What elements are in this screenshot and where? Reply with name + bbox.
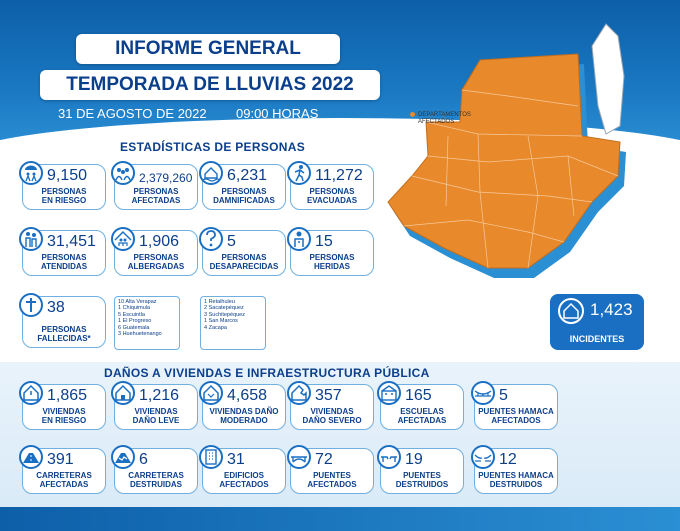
house-light-damage-icon: [111, 381, 135, 405]
stat-card: 38 PERSONAS FALLECIDAS*: [22, 296, 106, 348]
stat-card: 5 PERSONAS DESAPARECIDAS: [202, 230, 286, 276]
people-section-title: ESTADÍSTICAS DE PERSONAS: [120, 140, 306, 154]
stat-value: 31,451: [47, 233, 96, 250]
stat-card: 72 PUENTES AFECTADOS: [290, 448, 374, 494]
incidents-card: [550, 294, 644, 350]
stat-card: 391 CARRETERAS AFECTADAS: [22, 448, 106, 494]
stat-value: 38: [47, 299, 65, 316]
stat-value: 391: [47, 451, 74, 468]
map-svg: [368, 6, 680, 306]
stat-card: 31,451 PERSONAS ATENDIDAS: [22, 230, 106, 276]
report-subtitle: TEMPORADA DE LLUVIAS 2022: [40, 70, 380, 100]
house-severe-damage-icon: [287, 381, 311, 405]
report-date: 31 DE AGOSTO DE 2022: [58, 106, 207, 121]
stat-card: 31 EDIFICIOS AFECTADOS: [202, 448, 286, 494]
stat-card: 165 ESCUELAS AFECTADAS: [380, 384, 464, 430]
report-title: INFORME GENERAL: [76, 34, 340, 64]
stat-card: 6 CARRETERAS DESTRUIDAS: [114, 448, 198, 494]
hanging-bridge-destroyed-icon: [471, 445, 495, 469]
stat-value: 9,150: [47, 167, 88, 184]
building-icon: [199, 445, 223, 469]
stat-value: 12: [499, 451, 517, 468]
stat-card: 11,272 PERSONAS EVACUADAS: [290, 164, 374, 210]
stat-value: 1,216: [139, 387, 180, 404]
stat-card: 19 PUENTES DESTRUIDOS: [380, 448, 464, 494]
rain-people-icon: [19, 161, 43, 185]
stat-value: 31: [227, 451, 245, 468]
stat-value: 6: [139, 451, 148, 468]
stat-value: 11,272: [315, 167, 363, 184]
incidents-value: 1,423: [590, 300, 633, 319]
bridge-icon: [287, 445, 311, 469]
stat-card: 5 PUENTES HAMACA AFECTADOS: [474, 384, 558, 430]
stat-value: 2,379,260: [139, 171, 193, 185]
flooded-house-icon: [199, 161, 223, 185]
stat-value: 5: [499, 387, 508, 404]
stat-card: 1,906 PERSONAS ALBERGADAS: [114, 230, 198, 276]
house-alert-icon: [558, 298, 584, 324]
stat-value: 1,865: [47, 387, 88, 404]
stat-value: 165: [405, 387, 432, 404]
group-icon: [111, 161, 135, 185]
guatemala-map: [368, 6, 680, 306]
stat-card: 2,379,260 PERSONAS AFECTADAS: [114, 164, 198, 210]
belize-outline: [592, 24, 624, 134]
footer-band: [0, 507, 680, 531]
missing-person-icon: [199, 227, 223, 251]
stat-card: 12 PUENTES HAMACA DESTRUIDOS: [474, 448, 558, 494]
school-icon: [377, 381, 401, 405]
house-risk-icon: [19, 381, 43, 405]
stat-value: 4,658: [227, 387, 268, 404]
stat-value: 6,231: [227, 167, 268, 184]
stat-card: 1,216 VIVIENDAS DAÑO LEVE: [114, 384, 198, 430]
legend-label-2: AFECTADOS: [418, 119, 455, 126]
report-time: 09:00 HORAS: [236, 106, 319, 121]
stat-value: 19: [405, 451, 423, 468]
stat-card: 4,658 VIVIENDAS DAÑO MODERADO: [202, 384, 286, 430]
stat-value: 1,906: [139, 233, 180, 250]
legend-swatch: [410, 112, 415, 117]
map-legend: [410, 112, 471, 126]
hanging-bridge-icon: [471, 381, 495, 405]
stat-card: 357 VIVIENDAS DAÑO SEVERO: [290, 384, 374, 430]
stat-card: 6,231 PERSONAS DAMNIFICADAS: [202, 164, 286, 210]
deaths-list-2: 1 Retalhuleu 2 Sacatepéquez 3 Suchitepéquez 1 San Marcos 4 Zacapa: [200, 296, 266, 350]
deaths-list-1: 10 Alta Verapaz 1 Chiquimula 5 Escuintla 1 El Progreso 6 Guatemala 3 Huehuetenango: [114, 296, 180, 350]
stat-value: 357: [315, 387, 342, 404]
shelter-icon: [111, 227, 135, 251]
assisted-people-icon: [19, 227, 43, 251]
running-person-icon: [287, 161, 311, 185]
injured-person-icon: [287, 227, 311, 251]
cross-icon: [19, 293, 43, 317]
infrastructure-section-title: DAÑOS A VIVIENDAS E INFRAESTRUCTURA PÚBLICA: [104, 366, 430, 380]
stat-card: 15 PERSONAS HERIDAS: [290, 230, 374, 276]
road-icon: [19, 445, 43, 469]
bridge-destroyed-icon: [377, 445, 401, 469]
stat-value: 15: [315, 233, 333, 250]
stat-card: 1,865 VIVIENDAS EN RIESGO: [22, 384, 106, 430]
stat-value: 5: [227, 233, 236, 250]
stat-value: 72: [315, 451, 333, 468]
stat-card: 9,150 PERSONAS EN RIESGO: [22, 164, 106, 210]
incidents-label: INCIDENTES: [569, 334, 625, 344]
house-moderate-damage-icon: [199, 381, 223, 405]
road-destroyed-icon: [111, 445, 135, 469]
legend-label: DEPARTAMENTOS: [418, 112, 471, 119]
